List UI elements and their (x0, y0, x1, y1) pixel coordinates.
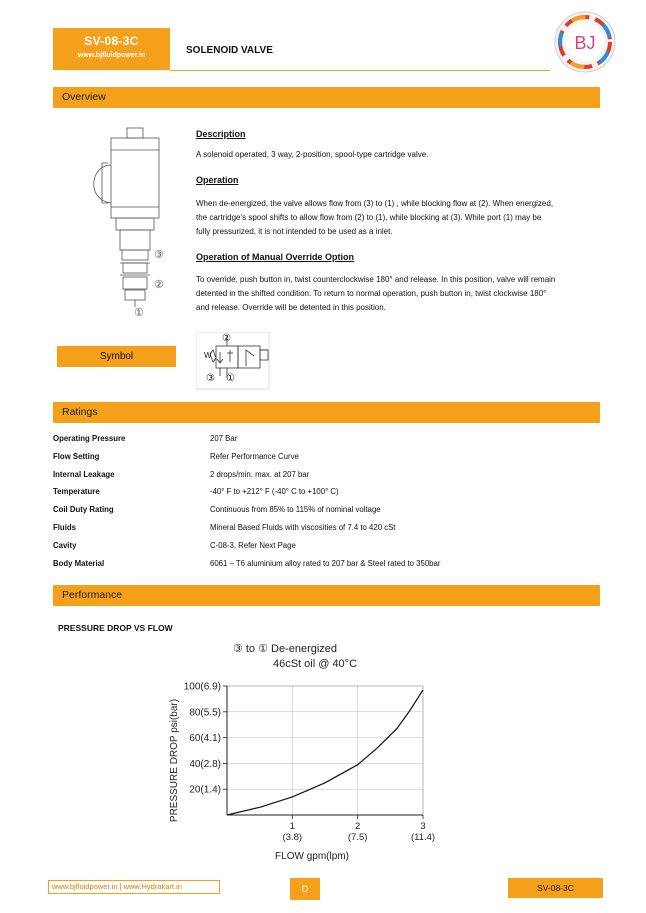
chart-y-ticks (184, 682, 227, 796)
header-website[interactable]: www.bjfluidpower.in (77, 52, 146, 59)
rating-label: Flow Setting (53, 452, 100, 461)
symbol-port-3: ③ (206, 373, 215, 384)
description-heading: Description (196, 129, 246, 139)
y-tick-label: 40(2.8) (189, 758, 221, 770)
rating-value: C-08-3, Refer Next Page (210, 541, 296, 550)
rating-label: Operating Pressure (53, 434, 126, 443)
overview-heading: Overview (62, 91, 106, 103)
pressure-drop-chart (160, 636, 460, 866)
footer-page-number: D (290, 878, 320, 900)
chart-x-ticks (283, 815, 436, 843)
header-divider (170, 70, 550, 71)
rating-label: Fluids (53, 523, 76, 532)
rating-label: Coil Duty Rating (53, 505, 114, 514)
y-tick-label: 100(6.9) (183, 681, 221, 693)
performance-chart-title: PRESSURE DROP VS FLOW (58, 623, 173, 633)
symbol-label-bar (57, 346, 176, 367)
x-tick-sublabel: (7.5) (347, 832, 368, 843)
port-2-label: ② (154, 279, 164, 291)
rating-label: Cavity (53, 541, 77, 550)
y-tick-label: 20(1.4) (189, 784, 221, 796)
footer-website-links[interactable]: www.bjfluidpower.in | www.Hydrakart.in (48, 880, 220, 894)
rating-value: -40° F to +212° F (-40° C to +100° C) (210, 487, 339, 496)
symbol-port-2: ② (222, 333, 231, 344)
x-tick-label: 1 (289, 821, 295, 832)
model-number: SV-08-3C (84, 34, 139, 48)
x-tick-sublabel: (11.4) (410, 832, 436, 843)
performance-section-bar (53, 585, 600, 606)
port-3-label: ③ (154, 249, 164, 261)
valve-drawing (80, 125, 170, 325)
logo-text: BJ (574, 33, 596, 53)
chart-title: ③ to ① De-energized (232, 643, 338, 655)
footer-model-number: SV-08-3C (508, 878, 603, 898)
rating-value: 207 Bar (210, 434, 238, 443)
rating-value: Refer Performance Curve (210, 452, 299, 461)
overview-section-bar (53, 87, 600, 108)
bj-logo (553, 10, 617, 74)
port-1-label: ① (134, 307, 144, 319)
symbol-port-1: ① (226, 373, 235, 384)
rating-label: Temperature (53, 487, 100, 496)
operation-text: When de-energized, the valve allows flow from (3) to (1) , while blocking flow at (2). When energized, the cartridge’s spool shifts to allow flow from (2) to (1), while blocking at (3). While port (1) may be fully pressurized, it is not intended to be used as a inlet. (196, 199, 554, 236)
y-tick-label: 60(4.1) (189, 733, 221, 745)
description-text: A solenoid operated, 3 way, 2-position, spool-type cartridge valve. (196, 150, 429, 159)
page-title: SOLENOID VALVE (186, 45, 273, 56)
override-text: To override, push button in, twist counterclockwise 180° and release. In this position, valve will remain detented in the shifted condition. To return to normal operation, push button in, twist clockwise 180° and release. Override will be detented in this position. (196, 275, 556, 312)
chart-grid (227, 686, 423, 815)
symbol-heading: Symbol (99, 351, 134, 362)
x-tick-label: 3 (420, 821, 426, 832)
plot-frame (227, 686, 423, 815)
rating-value: Continuous from 85% to 115% of nominal voltage (210, 505, 381, 514)
rating-label: Internal Leakage (53, 470, 115, 479)
symbol-spring-label: W (204, 351, 212, 360)
performance-heading: Performance (62, 589, 123, 601)
series-line (227, 690, 423, 815)
hydraulic-symbol (196, 332, 270, 390)
chart-subtitle: 46cSt oil @ 40°C (272, 658, 358, 670)
y-tick-label: 80(5.5) (189, 707, 221, 719)
operation-heading: Operation (196, 175, 239, 185)
override-heading: Operation of Manual Override Option (196, 252, 355, 262)
rating-value: 2 drops/min. max. at 207 bar (210, 470, 310, 479)
chart-axes (227, 686, 423, 815)
ratings-section-bar (53, 402, 600, 423)
x-tick-label: 2 (355, 821, 361, 832)
rating-label: Body Material (53, 559, 105, 568)
rating-value: Mineral Based Fluids with viscosities of 7.4 to 420 cSt (210, 523, 396, 532)
chart-y-label: PRESSURE DROP psi(bar) (169, 698, 180, 823)
model-badge (53, 28, 170, 70)
x-tick-sublabel: (3.8) (282, 832, 303, 843)
chart-x-label: FLOW gpm(lpm) (275, 851, 349, 862)
ratings-heading: Ratings (62, 406, 98, 418)
rating-value: 6061 – T6 aluminium alloy rated to 207 bar & Steel rated to 350bar (210, 559, 441, 568)
